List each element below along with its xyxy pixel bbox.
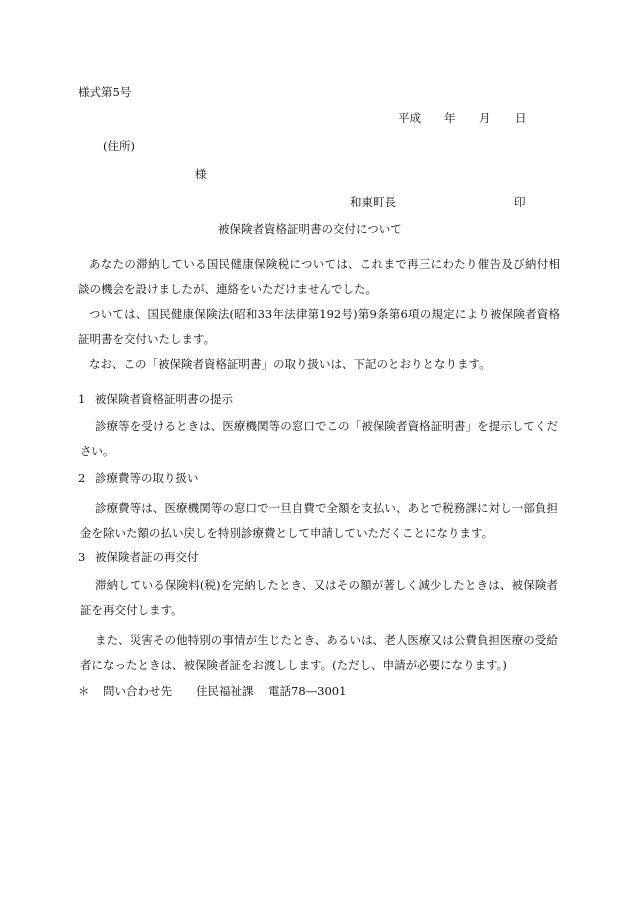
address-label: (住所) (103, 139, 135, 153)
document-title: 被保険者資格証明書の交付について (218, 222, 402, 236)
body-paragraph: なお、この「被保険者資格証明書」の取り扱いは、下記のとおりとなります。 (89, 357, 491, 371)
date-era: 平成 (398, 111, 421, 125)
section-heading: 診療費等の取り扱い (95, 471, 199, 485)
date-year: 年 (444, 111, 456, 125)
addressee-suffix: 様 (195, 167, 207, 181)
section-heading: 被保険者資格証明書の提示 (95, 392, 233, 406)
section-heading: 被保険者証の再交付 (95, 550, 199, 564)
seal-mark: 印 (514, 195, 526, 209)
section-number: 3 (78, 550, 86, 564)
contact-label: 問い合わせ先 (103, 684, 172, 698)
date-month: 月 (479, 111, 491, 125)
contact-mark: ＊ (78, 684, 90, 698)
date-day: 日 (515, 111, 527, 125)
body-paragraph: ついては、国民健康保険法(昭和33年法律第192号)第9条第6項の規定により被保険者資格証明書を交付いたします。 (78, 307, 560, 346)
body-paragraph: あなたの滞納している国民健康保険税については、これまで再三にわたり催告及び納付相談の機会を設けましたが、連絡をいただけませんでした。 (78, 257, 560, 296)
section-number: 1 (78, 392, 86, 406)
section-number: 2 (78, 471, 86, 485)
issuer-name: 和東町長 (350, 195, 396, 209)
section-paragraph: 滞納している保険料(税)を完納したとき、又はその額が著しく減少したときは、被保険者証を再交付します。 (80, 578, 558, 617)
section-paragraph: 診療等を受けるときは、医療機関等の窓口でこの「被保険者資格証明書」を提示してください。 (80, 419, 558, 458)
contact-department: 住民福祉課 (196, 684, 254, 698)
section-paragraph: 診療費等は、医療機関等の窓口で一旦自費で全額を支払い、あとで税務課に対し一部負担金を除いた額の払い戻しを特別診療費として申請していただくことになります。 (80, 501, 558, 540)
section-paragraph: また、災害その他特別の事情が生じたとき、あるいは、老人医療又は公費負担医療の受給者になったときは、被保険者証をお渡しします。(ただし、申請が必要になります。) (80, 633, 558, 672)
contact-phone: 電話78―3001 (268, 684, 347, 698)
form-number: 様式第5号 (78, 85, 132, 99)
